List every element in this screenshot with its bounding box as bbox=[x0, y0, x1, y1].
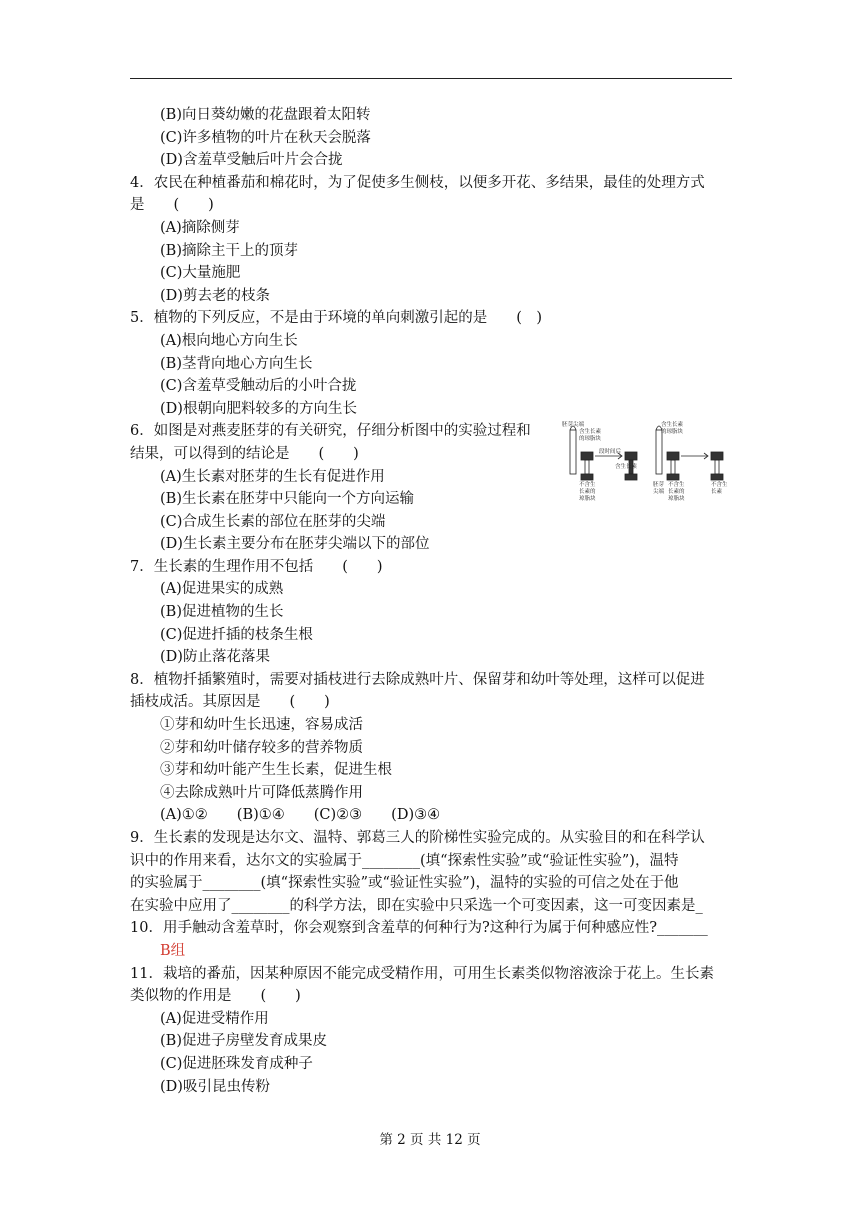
fig-label: 含生长素 bbox=[579, 429, 602, 435]
answer-option: (A)摘除侧芽 bbox=[160, 219, 240, 236]
page-footer: 第 2 页 共 12 页 bbox=[379, 1132, 481, 1148]
fig-label: 不含生 bbox=[579, 482, 596, 488]
page-content bbox=[130, 104, 732, 1098]
coleoptile-segment-left bbox=[570, 430, 576, 474]
answer-option: (A)①② (B)①④ (C)②③ (D)③④ bbox=[160, 807, 441, 824]
coleoptile-piece-right-end bbox=[715, 460, 719, 474]
answer-option: (A)生长素对胚芽的生长有促进作用 bbox=[160, 468, 385, 485]
question-text: 4．农民在种植番茄和棉花时，为了促使多生侧枝，以便多开花、多结果，最佳的处理方式 bbox=[130, 174, 705, 191]
question-text: 9．生长素的发现是达尔文、温特、郭葛三人的阶梯性实验完成的。从实验目的和在科学认 bbox=[130, 830, 705, 846]
fig-label: 含生长素 bbox=[661, 422, 684, 428]
answer-option: (A)促进受精作用 bbox=[160, 1010, 269, 1027]
question-text: 识中的作用来看，达尔文的实验属于________(填“探索性实验”或“验证性实验”)，温特 bbox=[130, 852, 679, 869]
agar-block-left-bottom bbox=[581, 474, 593, 480]
fig-label: 琼脂块 bbox=[579, 496, 596, 502]
fig-label: 尖端 bbox=[653, 489, 665, 495]
coleoptile-piece-right bbox=[671, 460, 675, 474]
answer-option: (A)促进果实的成熟 bbox=[160, 581, 284, 598]
question-text: 的实验属于________(填“探索性实验”或“验证性实验”)，温特的实验的可信之处在于他 bbox=[130, 875, 679, 892]
fig-label: 琼脂块 bbox=[668, 496, 685, 502]
fig-label: 的琼脂块 bbox=[579, 436, 602, 442]
question-text: 8．植物扦插繁殖时，需要对插枝进行去除成熟叶片、保留芽和幼叶等处理，这样可以促进 bbox=[130, 671, 705, 688]
question-text: 7．生长素的生理作用不包括 ( ) bbox=[130, 558, 383, 575]
fig-label: 段时间后 bbox=[599, 449, 622, 455]
agar-block-left-top bbox=[581, 452, 593, 460]
question-text: 是 ( ) bbox=[130, 197, 214, 214]
agar-block-right-end bbox=[711, 452, 723, 460]
question-text: 5．植物的下列反应，不是由于环境的单向刺激引起的是 ( ) bbox=[130, 310, 543, 327]
coleoptile-segment-right bbox=[656, 430, 662, 474]
answer-option: (B)生长素在胚芽中只能向一个方向运输 bbox=[160, 491, 414, 508]
fig-label: 胚芽 bbox=[653, 482, 665, 488]
agar-block-right-top bbox=[667, 452, 679, 460]
answer-option: (C)许多植物的叶片在秋天会脱落 bbox=[160, 129, 371, 146]
coleoptile-piece-left bbox=[585, 460, 589, 474]
question-text: 11．栽培的番茄，因某种原因不能完成受精作用，可用生长素类似物溶液涂于花上。生长素 bbox=[130, 965, 714, 982]
answer-option: (D)吸引昆虫传粉 bbox=[160, 1078, 270, 1095]
answer-option: ④去除成熟叶片可降低蒸腾作用 bbox=[160, 784, 363, 801]
question-text: 10．用手触动含羞草时，你会观察到含羞草的何种行为?这种行为属于何种感应性?_______ bbox=[130, 920, 708, 937]
answer-option: ①芽和幼叶生长迅速，容易成活 bbox=[160, 717, 363, 734]
fig-label: 含生长素 bbox=[615, 464, 638, 470]
answer-option: (A)根向地心方向生长 bbox=[160, 332, 298, 349]
answer-option: ③芽和幼叶能产生生长素，促进生根 bbox=[160, 762, 392, 779]
fig-label: 长素的 bbox=[668, 489, 685, 495]
answer-option: (C)大量施肥 bbox=[160, 265, 241, 282]
fig-label: 长素的 bbox=[579, 489, 596, 495]
fig-label: 胚芽尖端 bbox=[562, 422, 585, 428]
agar-block-right-end-bottom bbox=[711, 474, 723, 480]
question-text: 插枝成活。其原因是 ( ) bbox=[130, 694, 330, 711]
question-text: 在实验中应用了________的科学方法，即在实验中只采选一个可变因素，这一可变因素是_ bbox=[130, 897, 703, 914]
answer-option: (B)促进植物的生长 bbox=[160, 604, 284, 621]
answer-option: (C)促进胚珠发育成种子 bbox=[160, 1055, 313, 1072]
fig-label: 不含生 bbox=[711, 482, 728, 488]
answer-option: (D)含羞草受触后叶片会合拢 bbox=[160, 152, 343, 169]
answer-option: (C)含羞草受触动后的小叶合拢 bbox=[160, 378, 357, 395]
answer-option: (D)根朝向肥料较多的方向生长 bbox=[160, 400, 357, 417]
answer-option: ②芽和幼叶储存较多的营养物质 bbox=[160, 739, 363, 756]
fig-label: 长素 bbox=[711, 489, 723, 495]
answer-option: (D)剪去老的枝条 bbox=[160, 287, 270, 304]
section-heading: B组 bbox=[160, 942, 186, 959]
header-rule bbox=[130, 78, 732, 79]
answer-option: (B)摘除主干上的顶芽 bbox=[160, 242, 298, 259]
question-text: 结果，可以得到的结论是 ( ) bbox=[130, 445, 359, 462]
answer-option: (B)茎背向地心方向生长 bbox=[160, 355, 313, 372]
answer-option: (D)生长素主要分布在胚芽尖端以下的部位 bbox=[160, 536, 430, 553]
question-text: 6．如图是对燕麦胚芽的有关研究，仔细分析图中的实验过程和 bbox=[130, 423, 531, 440]
fig-label: 不含生 bbox=[668, 482, 685, 488]
agar-block-right-bottom bbox=[667, 474, 679, 480]
agar-block-middle bbox=[625, 452, 637, 460]
oat-coleoptile-experiment-figure bbox=[561, 420, 733, 502]
agar-block-middle-bottom bbox=[625, 474, 637, 480]
question-text: 类似物的作用是 ( ) bbox=[130, 988, 301, 1005]
answer-option: (C)合成生长素的部位在胚芽的尖端 bbox=[160, 513, 386, 530]
answer-option: (B)促进子房壁发育成果皮 bbox=[160, 1033, 327, 1050]
answer-option: (D)防止落花落果 bbox=[160, 649, 270, 666]
fig-label: 的琼脂块 bbox=[661, 429, 684, 435]
answer-option: (C)促进扦插的枝条生根 bbox=[160, 626, 313, 643]
answer-option: (B)向日葵幼嫩的花盘跟着太阳转 bbox=[160, 107, 371, 123]
